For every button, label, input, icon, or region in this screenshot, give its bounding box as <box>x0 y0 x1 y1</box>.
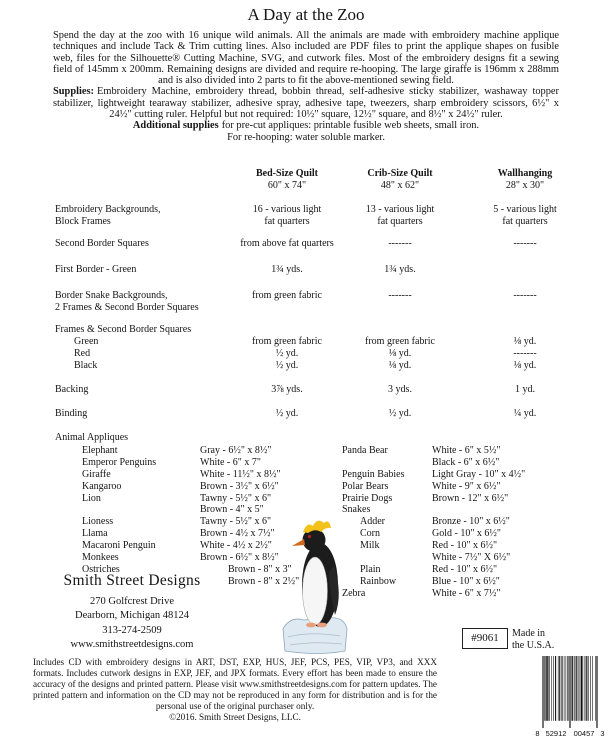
barcode-bar <box>586 656 587 721</box>
wallhanging-value <box>470 204 580 228</box>
barcode-bar <box>590 656 591 721</box>
barcode-bar <box>559 656 560 721</box>
bed-size-value: ½ yd. <box>275 360 299 371</box>
crib-size-value: 3 yds. <box>388 384 412 395</box>
barcode-bar <box>545 656 546 721</box>
animal-name: Lion <box>82 493 101 504</box>
barcode-bar <box>579 656 580 721</box>
crib-size-value <box>340 204 460 228</box>
animal-fabric: White - 7½" X 6½" <box>432 552 511 563</box>
barcode-bar <box>574 656 575 721</box>
barcode-bar <box>544 656 545 721</box>
row-label <box>55 204 161 228</box>
animal-fabric: Brown - 12" x 6½" <box>432 493 509 504</box>
barcode-bar <box>566 656 567 721</box>
row-label-line: Block Frames <box>55 216 111 227</box>
animal-fabric: Blue - 10" x 6½" <box>432 576 500 587</box>
barcode-bar <box>576 656 577 721</box>
supplies-label: Supplies: <box>53 86 95 98</box>
animal-name: Kangaroo <box>82 481 122 492</box>
copyright: ©2016. Smith Street Designs, LLC. <box>169 712 301 722</box>
barcode-bar <box>548 656 549 721</box>
barcode-bar <box>580 656 581 721</box>
bed-size-value: from green fabric <box>252 336 322 347</box>
animal-name: Rainbow <box>360 576 397 587</box>
row-label: Backing <box>55 384 89 395</box>
footer-notice: Includes CD with embroidery designs in ART, DST, EXP, HUS, JEF, PCS, PES, VIP, VP3, and XXX formats. Includes cutwork designs in EXP, JEF, and JPX formats. Every effort has been made to ensure the accuracy of the designs and printed pattern. Please visit www.smithstreetdesigns.com for pattern updates. The printed pattern and information on the CD may not be reproduced in any form for distribution and is for the personal use of the original purchaser only. <box>33 657 437 711</box>
bed-size-value <box>222 204 352 228</box>
animal-name: Giraffe <box>82 469 111 480</box>
barcode-bar <box>561 656 562 721</box>
animal-name: Monkees <box>82 552 119 563</box>
barcode-bar <box>549 656 550 721</box>
barcode-digit: 8 <box>535 729 540 738</box>
origin-line: the U.S.A. <box>512 640 555 651</box>
bed-size-value: from above fat quarters <box>240 238 334 249</box>
animal-fabric: Tawny - 5½" x 6" <box>200 493 272 504</box>
page-title: A Day at the Zoo <box>247 5 365 24</box>
row-label-line: Embroidery Backgrounds, <box>55 204 161 215</box>
value-line: fat quarters <box>502 216 548 227</box>
column-dimensions: 60" x 74" <box>267 180 307 191</box>
barcode-bar <box>584 656 585 721</box>
animal-fabric: Black - 6" x 6½" <box>432 457 500 468</box>
animal-name: Llama <box>82 528 108 539</box>
animal-fabric: Gray - 6½" x 8½" <box>200 445 272 456</box>
barcode-bar <box>581 656 582 721</box>
phone-number: 313-274-2509 <box>102 624 162 636</box>
barcode-bar <box>592 656 593 721</box>
animal-fabric: Brown - 4" x 5" <box>200 504 264 515</box>
barcode <box>542 656 598 728</box>
animal-fabric: White - 9" x 6½" <box>432 481 501 492</box>
value-line: 16 - various light <box>252 204 322 215</box>
barcode-bar <box>547 656 548 721</box>
column-title: Crib-Size Quilt <box>367 168 433 179</box>
row-label: Frames & Second Border Squares <box>55 324 192 335</box>
animal-fabric: Brown - 8" x 2½" <box>228 576 300 587</box>
crib-size-value: 1¾ yds. <box>384 264 416 275</box>
animal-fabric: Brown - 3½" x 6½" <box>200 481 279 492</box>
intro-text <box>53 30 559 143</box>
column-header-wallhanging <box>470 168 580 192</box>
wallhanging-value: ------- <box>513 290 537 301</box>
barcode-bar <box>553 656 554 721</box>
value-line: fat quarters <box>264 216 310 227</box>
crib-size-value: from green fabric <box>365 336 435 347</box>
row-label: First Border - Green <box>55 264 137 275</box>
barcode-bar <box>567 656 568 721</box>
barcode-bar <box>556 656 557 721</box>
animal-name: Plain <box>360 564 381 575</box>
barcode-bar <box>576 656 577 721</box>
barcode-digit: 3 <box>600 729 605 738</box>
animal-name: Adder <box>360 516 385 527</box>
value-line: fat quarters <box>377 216 423 227</box>
barcode-bar <box>595 656 596 721</box>
value-line: 5 - various light <box>493 204 557 215</box>
animal-name: Snakes <box>342 504 371 515</box>
animal-fabric: Tawny - 5½" x 6" <box>200 516 272 527</box>
animal-fabric: White - 4½ x 2½" <box>200 540 272 551</box>
animal-fabric: White - 11½" x 8½" <box>200 469 281 480</box>
wallhanging-value: ⅛ yd. <box>513 360 537 371</box>
pattern-number: #9061 <box>462 628 508 649</box>
additional-supplies-label: Additional supplies <box>132 120 219 132</box>
barcode-bar <box>587 656 588 721</box>
origin-line: Made in <box>512 628 546 639</box>
animal-name: Penguin Babies <box>342 469 405 480</box>
barcode-bar <box>597 656 598 728</box>
barcode-bar <box>568 656 569 721</box>
barcode-bar <box>582 656 583 721</box>
animal-name: Ostriches <box>82 564 120 575</box>
row-label: Binding <box>55 408 88 419</box>
website-link[interactable]: www.smithstreetdesigns.com <box>70 638 194 650</box>
city-state-zip: Dearborn, Michigan 48124 <box>74 610 189 622</box>
animal-fabric: Bronze - 10" x 6½" <box>432 516 510 527</box>
wallhanging-value: ------- <box>513 348 537 359</box>
crib-size-value: ------- <box>388 238 412 249</box>
bed-size-value: ½ yd. <box>275 408 299 419</box>
barcode-bar <box>571 656 572 721</box>
animal-name: Milk <box>360 540 380 551</box>
animal-fabric: Brown - 6½" x 8½" <box>200 552 279 563</box>
intro-description: Spend the day at the zoo with 16 unique wild animals. All the animals are made with embroidery machine applique techniques and include Tack & Trim cutting lines. Also included are PDF files to print the applique shapes on fusible web, files for the Silhouette® Cutting Machine, SVG, and cutwork files. Most of the embroidery designs fit a sewing field of 145mm x 200mm. Remaining designs are divided and require re-hooping. The large giraffe is 196mm x 288mm and is also divided into 2 parts to fit the above-mentioned sewing field. <box>53 30 559 87</box>
bed-size-value: 3⅞ yds. <box>271 384 303 395</box>
barcode-bar <box>581 656 582 721</box>
wallhanging-value: ⅛ yd. <box>513 336 537 347</box>
animal-name: Elephant <box>82 445 118 456</box>
animal-name: Zebra <box>342 588 366 599</box>
column-dimensions: 28" x 30" <box>505 180 545 191</box>
column-title: Bed-Size Quilt <box>256 168 318 179</box>
barcode-bar <box>555 656 556 721</box>
animal-fabric: Red - 10" x 6½" <box>432 564 498 575</box>
animal-name: Polar Bears <box>342 481 389 492</box>
section-heading: Animal Appliques <box>55 432 129 443</box>
barcode-bar <box>586 656 587 721</box>
animal-fabric: Light Gray - 10" x 4½" <box>432 469 526 480</box>
crib-size-value: ⅛ yd. <box>388 360 412 371</box>
wallhanging-value: ¼ yd. <box>513 408 537 419</box>
barcode-bar <box>558 656 559 721</box>
barcode-bar <box>562 656 563 721</box>
macaroni-penguin-illustration-icon <box>280 515 348 655</box>
column-title: Wallhanging <box>497 168 553 179</box>
barcode-bar <box>570 656 571 728</box>
animal-name: Lioness <box>82 516 114 527</box>
barcode-digits: 00457 <box>573 729 595 738</box>
crib-size-value: ½ yd. <box>388 408 412 419</box>
crib-size-value: ⅛ yd. <box>388 348 412 359</box>
made-in-usa <box>512 628 554 652</box>
animal-fabric: Brown - 4½ x 7½" <box>200 528 275 539</box>
street-address: 270 Golfcrest Drive <box>90 596 174 607</box>
row-label <box>55 290 199 314</box>
wallhanging-value: 1 yd. <box>515 384 535 395</box>
animal-name: Panda Bear <box>342 445 388 456</box>
value-line: 13 - various light <box>365 204 435 215</box>
animal-fabric: White - 6" x 7" <box>200 457 261 468</box>
barcode-bar <box>588 656 589 721</box>
column-header-bed-size <box>222 168 352 192</box>
animal-name: Macaroni Penguin <box>82 540 156 551</box>
subrow-label: Red <box>74 348 91 359</box>
animal-name: Corn <box>360 528 380 539</box>
bed-size-value: from green fabric <box>252 290 322 301</box>
barcode-bar <box>577 656 578 721</box>
company-logo: Smith Street Designs <box>63 572 201 589</box>
barcode-bar <box>542 656 543 728</box>
barcode-digits: 52912 <box>545 729 567 738</box>
animal-fabric: Brown - 8" x 3" <box>228 564 292 575</box>
barcode-bar <box>560 656 561 721</box>
barcode-bar <box>551 656 552 721</box>
animal-name: Emperor Penguins <box>82 457 157 468</box>
column-dimensions: 48" x 62" <box>380 180 420 191</box>
barcode-bar <box>572 656 573 721</box>
animal-fabric: White - 6" x 7½" <box>432 588 501 599</box>
column-header-crib-size <box>340 168 460 192</box>
company-address <box>50 595 214 652</box>
barcode-bar <box>596 656 597 728</box>
barcode-bar <box>569 656 570 728</box>
supplies-paragraph <box>53 86 559 120</box>
barcode-bar <box>573 656 574 721</box>
wallhanging-value: ------- <box>513 238 537 249</box>
barcode-bar <box>547 656 548 721</box>
animal-fabric: Gold - 10" x 6½" <box>432 528 501 539</box>
additional-supplies-paragraph <box>53 120 559 131</box>
animal-fabric: Red - 10" x 6½" <box>432 540 498 551</box>
row-label: Second Border Squares <box>55 238 149 249</box>
supplies-text: Embroidery Machine, embroidery thread, bobbin thread, self-adhesive sticky stabilizer, washaway topper stabilizer, lightweight tearaway stabilizer, adhesive spray, adhesive tape, tweezers, sharp embroidery scissors, 6½" x 24½" cutting ruler. Helpful but not required: 10½" square, 12½" square, and 8½" x 24½" ruler. <box>53 86 559 121</box>
bed-size-value: 1¾ yds. <box>271 264 303 275</box>
rehooping-note: For re-hooping: water soluble marker. <box>227 131 385 143</box>
barcode-bar <box>564 656 565 721</box>
crib-size-value: ------- <box>388 290 412 301</box>
barcode-bar <box>546 656 547 721</box>
subrow-label: Green <box>74 336 99 347</box>
row-label-line: Border Snake Backgrounds, <box>55 290 168 301</box>
row-label-line: 2 Frames & Second Border Squares <box>55 302 199 313</box>
bed-size-value: ½ yd. <box>275 348 299 359</box>
barcode-bar <box>543 656 544 728</box>
animal-name: Prairie Dogs <box>342 493 393 504</box>
additional-supplies-text: for pre-cut appliques: printable fusible web sheets, small iron. <box>221 120 480 132</box>
animal-fabric: White - 6" x 5½" <box>432 445 501 456</box>
subrow-label: Black <box>74 360 98 371</box>
